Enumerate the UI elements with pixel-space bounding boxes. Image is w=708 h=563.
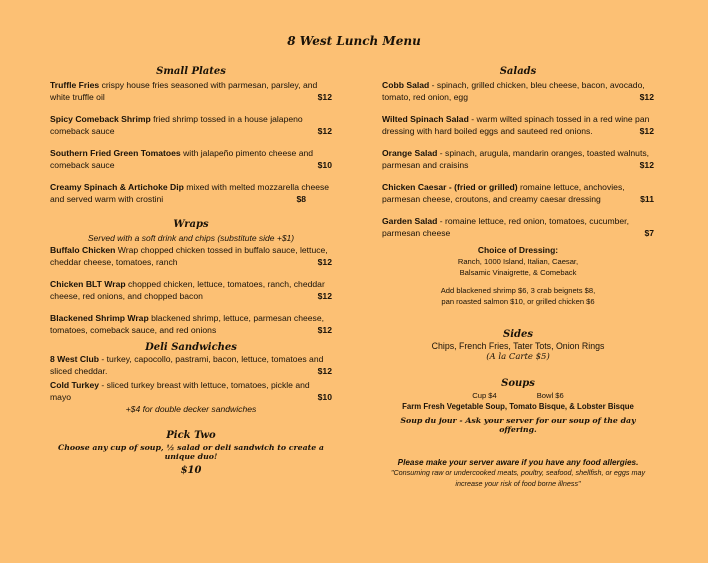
soups-heading: Soups [501,378,535,389]
menu-item: Garden Salad - romaine lettuce, red onion, tomatoes, cucumber, parmesan cheese $7 [382,216,654,238]
addon-line: pan roasted salmon $10, or grilled chicken $6 [441,297,595,306]
menu-item: Spicy Comeback Shrimp fried shrimp tossed in a house jalapeno comeback sauce $12 [50,114,332,136]
allergy-heading: Please make your server aware if you have any food allergies. [397,458,639,467]
pick-two-heading: Pick Two [166,430,216,441]
soup-sizes: Cup $4 Bowl $6 [472,391,564,400]
allergy-note: "Consuming raw or undercooked meats, poultry, seafood, shellfish, or eggs may [390,468,646,477]
menu-item: Blackened Shrimp Wrap blackened shrimp, lettuce, parmesan cheese, tomatoes, comeback sauce, and red onions $12 [50,313,332,335]
menu-item: Creamy Spinach & Artichoke Dip mixed with melted mozzarella cheese and served warm with crostini $8 [50,182,330,204]
dressing-line: Balsamic Vinaigrette, & Comeback [459,268,577,277]
wraps-heading: Wraps [173,219,209,230]
sides-heading: Sides [502,329,533,340]
menu-item: Chicken BLT Wrap chopped chicken, lettuce, tomatoes, ranch, cheddar cheese, red onions, and chopped bacon $12 [50,279,332,301]
menu-item: Buffalo Chicken Wrap chopped chicken tossed in buffalo sauce, lettuce, cheddar cheese, tomatoes, ranch $12 [50,245,332,267]
small-plates-heading: Small Plates [156,66,226,77]
sides-price: (A la Carte $5) [486,352,550,362]
pick-two-desc: Choose any cup of soup, ½ salad or deli sandwich to create a unique duo! [58,443,324,461]
menu-item: Chicken Caesar - (fried or grilled) romaine lettuce, anchovies, parmesan cheese, croutons, and creamy caesar dressing $11 [382,182,654,204]
soup-du-jour: Soup du jour - Ask your server for our soup of the day offering. [400,416,636,434]
salads-heading: Salads [499,66,537,77]
menu-item: 8 West Club - turkey, capocollo, pastrami, bacon, lettuce, tomatoes and sliced cheddar. $12 [50,354,332,376]
dressing-line: Ranch, 1000 Island, Italian, Caesar, [457,257,579,266]
right-column [382,66,654,489]
soup-list: Farm Fresh Vegetable Soup, Tomato Bisque, & Lobster Bisque [402,402,634,411]
pick-two-price: $10 [180,465,202,476]
allergy-note: increase your risk of food borne illness" [455,479,581,488]
deli-heading: Deli Sandwiches [145,342,237,353]
menu-item: Cobb Salad - spinach, grilled chicken, bleu cheese, bacon, avocado, tomato, red onion, egg $12 [382,80,654,102]
deli-note: +$4 for double decker sandwiches [125,404,257,414]
menu-item: Orange Salad - spinach, arugula, mandarin oranges, toasted walnuts, parmesan and craisins $12 [382,148,654,170]
dressing-heading: Choice of Dressing: [477,245,559,255]
left-column [50,66,332,479]
addon-line: Add blackened shrimp $6, 3 crab beignets $8, [440,286,596,295]
sides-line: Chips, French Fries, Tater Tots, Onion Rings [431,341,605,351]
wraps-note: Served with a soft drink and chips (substitute side +$1) [87,233,295,243]
menu-item: Truffle Fries crispy house fries seasoned with parmesan, parsley, and white truffle oil $12 [50,80,332,102]
menu-title: 8 West Lunch Menu [287,34,421,48]
menu-item: Wilted Spinach Salad - warm wilted spinach tossed in a red wine pan dressing with hard boiled eggs and sauteed red onions. $12 [382,114,654,136]
menu-item: Southern Fried Green Tomatoes with jalapeño pimento cheese and comeback sauce $10 [50,148,332,170]
menu-item: Cold Turkey - sliced turkey breast with lettuce, tomatoes, pickle and mayo $10 [50,380,332,402]
